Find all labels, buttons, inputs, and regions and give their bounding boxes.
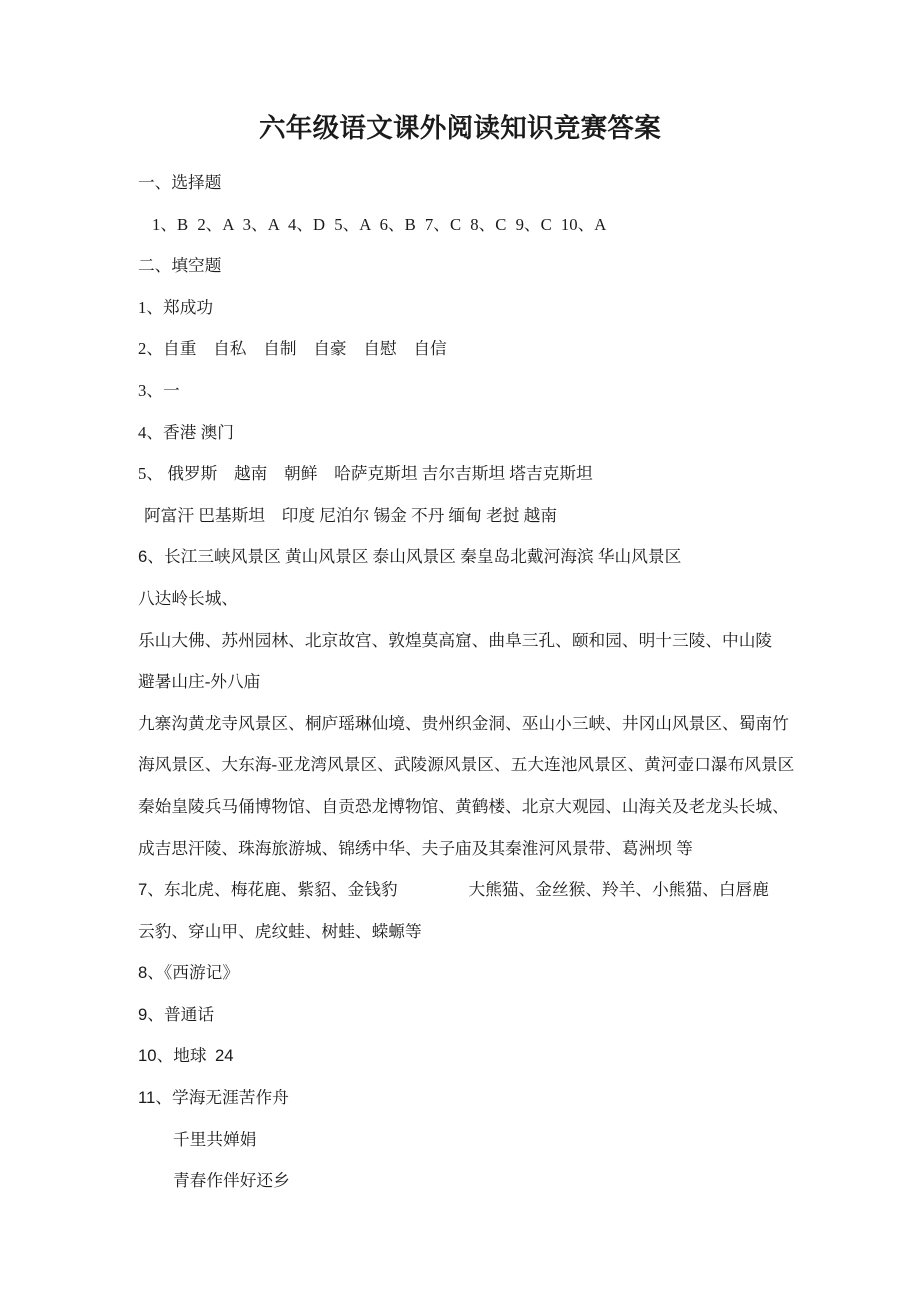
text-run: 1、B 2、A 3、A 4、D 5、A 6、B 7、C 8、C 9、C 10、A xyxy=(152,214,607,234)
text-run: 、普通话 xyxy=(147,1004,215,1024)
text-run: 阿富汗 巴基斯坦 印度 尼泊尔 锡金 不丹 缅甸 老挝 越南 xyxy=(144,505,558,525)
paragraph xyxy=(138,911,838,953)
text-run: 3、一 xyxy=(138,380,180,400)
text-run: 一、选择题 xyxy=(138,173,222,192)
paragraph xyxy=(138,828,838,870)
text-run: 乐山大佛、苏州园林、北京故宫、敦煌莫高窟、曲阜三孔、颐和园、明十三陵、中山陵 xyxy=(138,630,773,650)
paragraph xyxy=(138,952,838,994)
paragraph xyxy=(138,744,838,786)
paragraph xyxy=(138,245,838,287)
text-run: 秦始皇陵兵马俑博物馆、自贡恐龙博物馆、黄鹤楼、北京大观园、山海关及老龙头长城、 xyxy=(138,796,789,816)
text-run: 、东北虎、梅花鹿、紫貂、金钱豹 大熊猫、金丝猴、羚羊、小熊猫、白唇鹿 xyxy=(147,880,769,900)
text-run: 9 xyxy=(138,1004,148,1024)
paragraph xyxy=(138,1035,838,1077)
paragraph xyxy=(138,328,838,370)
paragraph xyxy=(138,287,838,329)
paragraph xyxy=(138,412,838,454)
text-run: 避暑山庄-外八庙 xyxy=(138,672,261,692)
paragraph xyxy=(138,703,838,745)
paragraph xyxy=(138,869,838,911)
paragraph xyxy=(138,1077,838,1119)
paragraph xyxy=(138,370,838,412)
paragraph xyxy=(138,1160,838,1202)
text-run: 云豹、穿山甲、虎纹蛙、树蛙、蝾螈等 xyxy=(138,921,422,941)
text-run: 青春作伴好还乡 xyxy=(173,1171,290,1191)
paragraph xyxy=(138,162,838,204)
text-run: 千里共婵娟 xyxy=(173,1129,257,1149)
paragraph xyxy=(138,453,838,495)
text-run: 八达岭长城、 xyxy=(138,588,239,608)
document-title: 六年级语文课外阅读知识竞赛答案 xyxy=(259,113,661,143)
text-run: 、学海无涯苦作舟 xyxy=(155,1088,289,1108)
text-run: 成吉思汗陵、珠海旅游城、锦绣中华、夫子庙及其秦淮河风景带、葛洲坝 等 xyxy=(138,838,693,858)
paragraph xyxy=(138,620,838,662)
text-run: 24 xyxy=(214,1046,234,1066)
text-run: 、《西游记》 xyxy=(147,963,240,983)
text-run: 海风景区、大东海-亚龙湾风景区、武陵源风景区、五大连池风景区、黄河壶口瀑布风景区 xyxy=(138,755,795,775)
document-body xyxy=(138,162,838,1202)
text-run: 2、自重 自私 自制 自豪 自慰 自信 xyxy=(138,339,447,359)
text-run: 九寨沟黄龙寺风景区、桐庐瑶琳仙境、贵州织金洞、巫山小三峡、井冈山风景区、蜀南竹 xyxy=(138,713,789,733)
paragraph xyxy=(138,578,838,620)
text-run: 4、香港 澳门 xyxy=(138,422,234,442)
paragraph xyxy=(138,536,838,578)
text-run: 、地球 xyxy=(156,1046,215,1066)
paragraph xyxy=(138,661,838,703)
text-run: 8 xyxy=(138,963,148,983)
text-run: 1、郑成功 xyxy=(138,297,214,317)
paragraph xyxy=(138,495,838,537)
text-run: 11 xyxy=(138,1088,156,1108)
text-run: 、长江三峡风景区 黄山风景区 泰山风景区 秦皇岛北戴河海滨 华山风景区 xyxy=(147,547,682,567)
text-run: 5、 俄罗斯 越南 朝鲜 哈萨克斯坦 吉尔吉斯坦 塔吉克斯坦 xyxy=(138,464,593,484)
text-run: 7 xyxy=(138,880,148,900)
text-run: 6 xyxy=(138,547,148,567)
paragraph xyxy=(138,204,838,246)
paragraph xyxy=(138,1119,838,1161)
text-run: 10 xyxy=(138,1046,157,1066)
paragraph xyxy=(138,994,838,1036)
text-run: 二、填空题 xyxy=(138,256,222,276)
paragraph xyxy=(138,786,838,828)
